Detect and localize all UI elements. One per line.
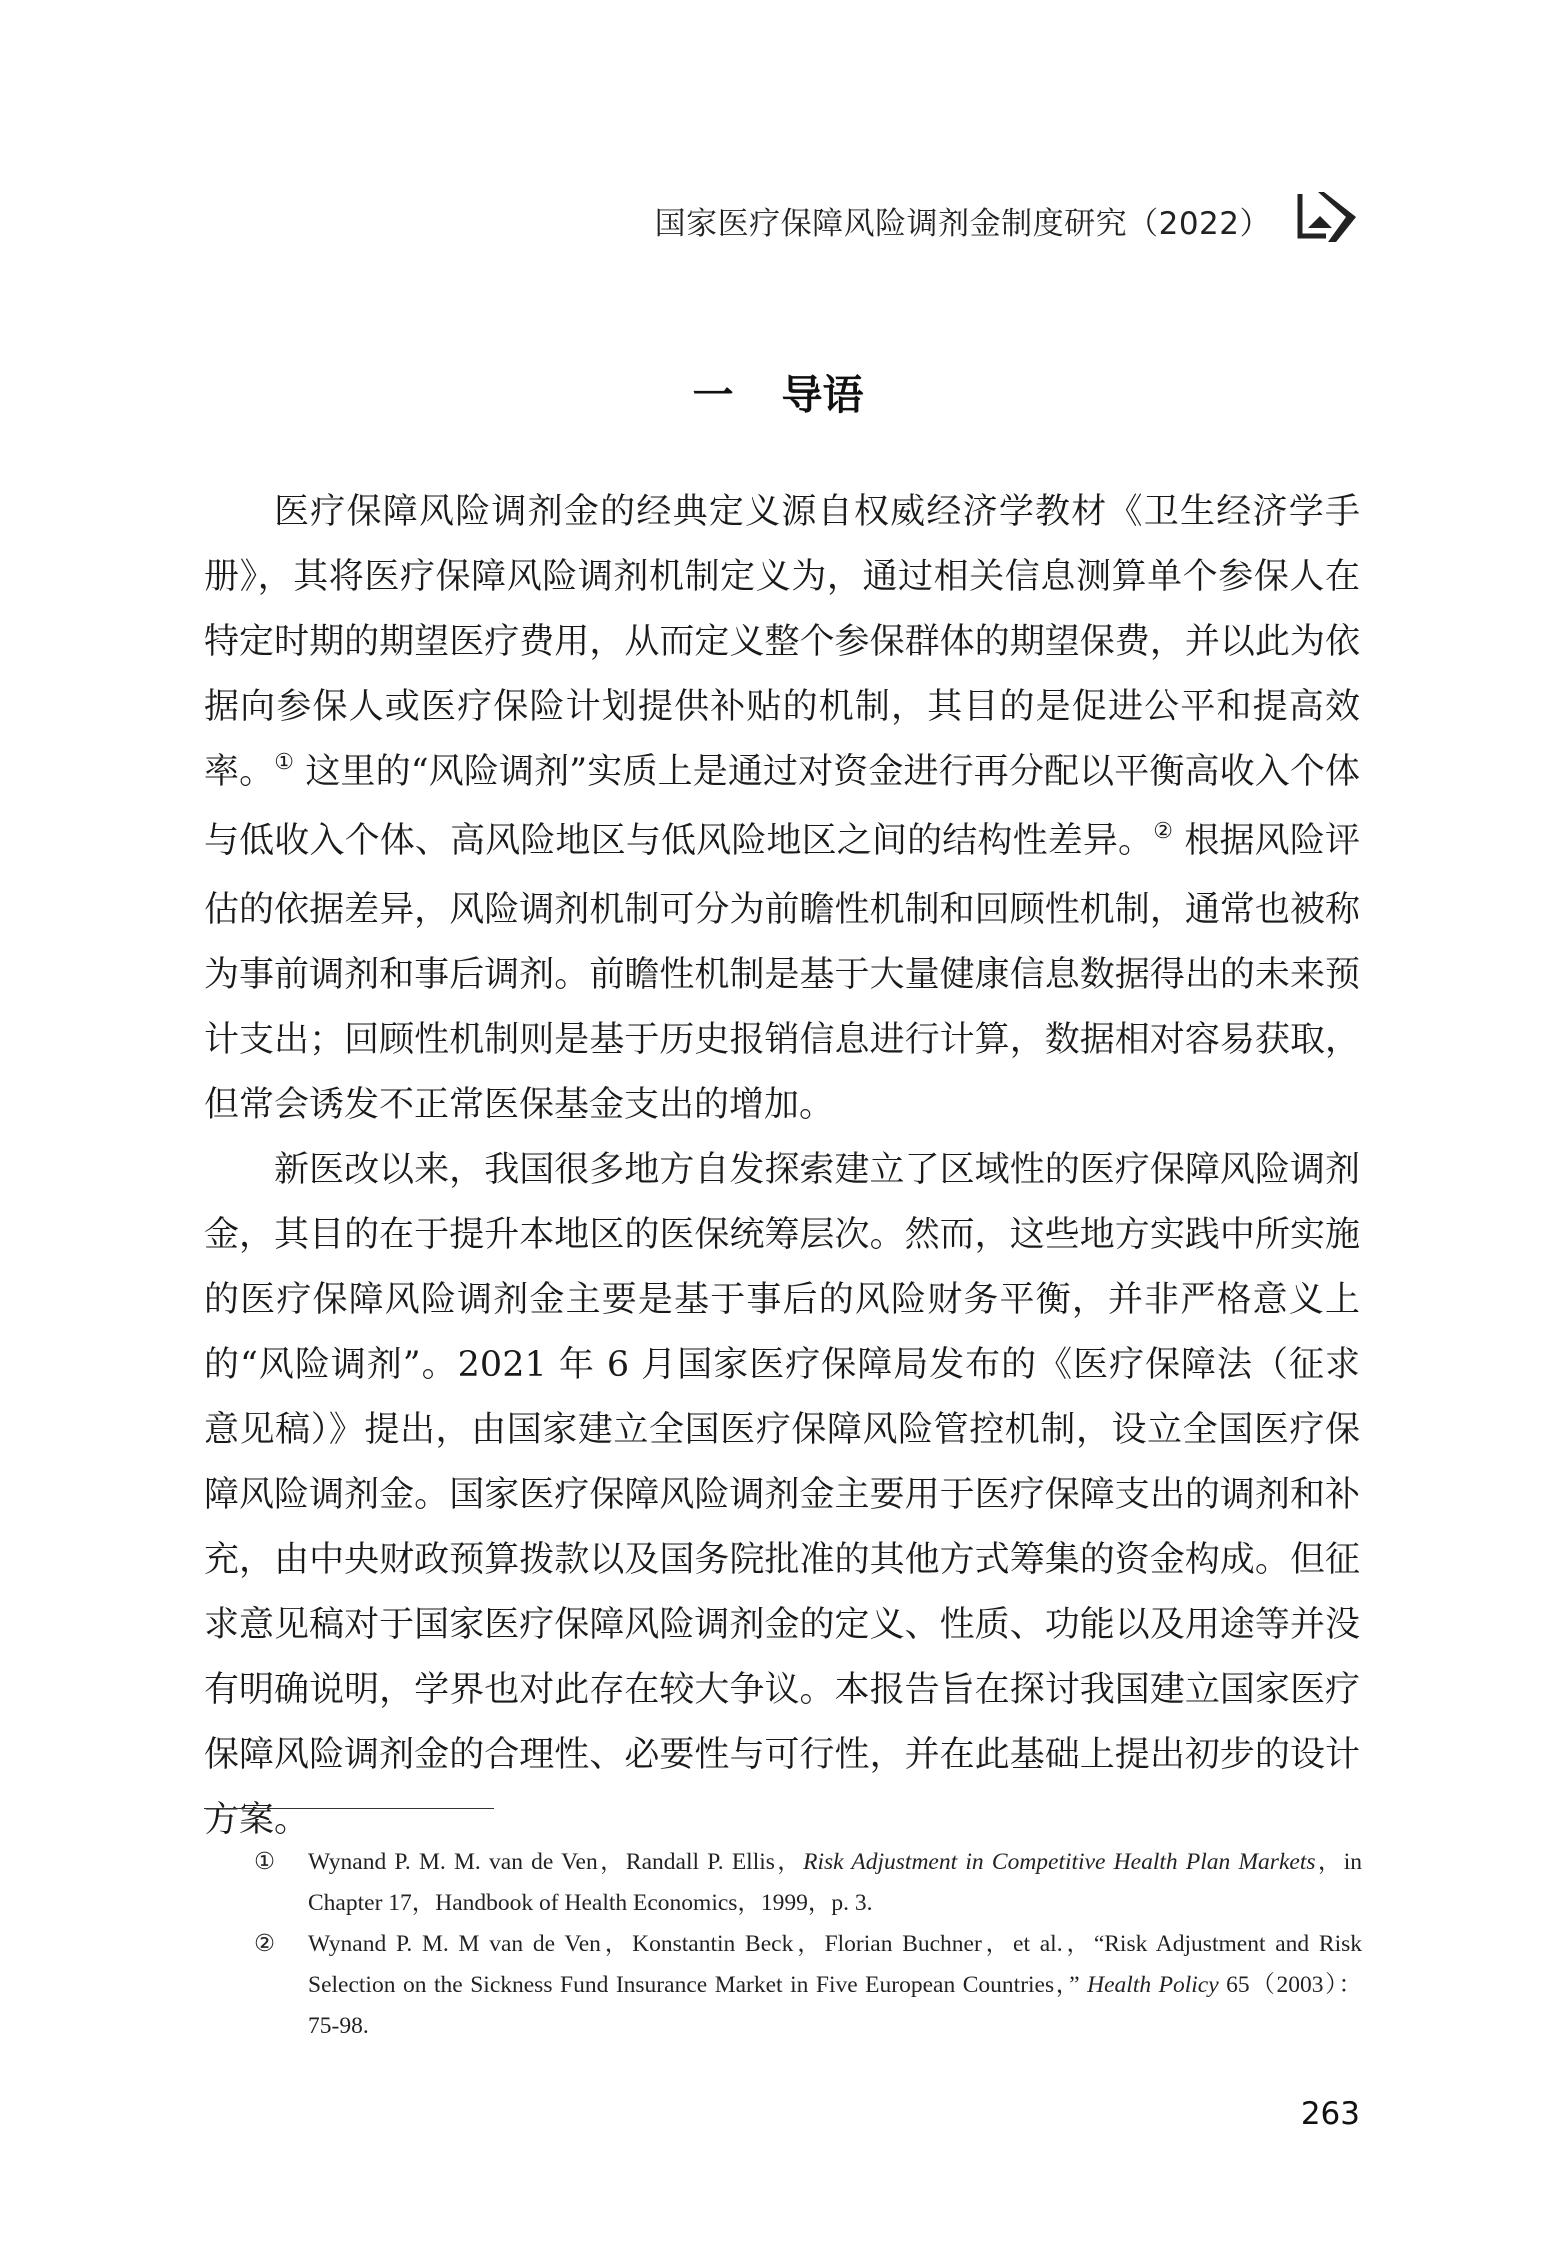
chevron-bookmark-icon [1296, 188, 1364, 246]
footnote-2 [254, 1924, 1362, 2047]
footnote-divider [204, 1808, 494, 1809]
footnote-ref-2[interactable]: ② [1153, 819, 1174, 844]
section-title [0, 362, 1556, 421]
footnote-2-rest: 65（2003）：75-98. [308, 1972, 1363, 2039]
footnote-2-title: Health Policy [1087, 1972, 1219, 1998]
footnote-2-authors: Wynand P. M. M van de Ven，Konstantin Beck，Florian Buchner，et al.，“Risk Adjustment and Risk Selection on the Sickness Fund Insurance Market in Five European Countries，” [308, 1931, 1362, 1998]
footnote-1-rest: ，in Chapter 17，Handbook of Health Economics，1999，p. 3. [308, 1849, 1362, 1916]
running-header: 国家医疗保障风险调剂金制度研究（2022） [654, 206, 1271, 242]
body-text [204, 480, 1360, 1853]
footnotes [254, 1842, 1362, 2047]
paragraph-1-part3: 根据风险评估的依据差异，风险调剂机制可分为前瞻性机制和回顾性机制，通常也被称为事前调剂和事后调剂。前瞻性机制是基于大量健康信息数据得出的未来预计支出；回顾性机制则是基于历史报销信息进行计算，数据相对容易获取，但常会诱发不正常医保基金支出的增加。 [204, 821, 1360, 1125]
page-number: 263 [1300, 2096, 1360, 2132]
section-heading: 导语 [781, 371, 864, 419]
footnote-1-authors: Wynand P. M. M. van de Ven，Randall P. Ellis， [308, 1849, 804, 1875]
paragraph-2: 新医改以来，我国很多地方自发探索建立了区域性的医疗保障风险调剂金，其目的在于提升本地区的医保统筹层次。然而，这些地方实践中所实施的医疗保障风险调剂金主要是基于事后的风险财务平衡，并非严格意义上的“风险调剂”。2021 年 6 月国家医疗保障局发布的《医疗保障法（征求意见稿）》提出，由国家建立全国医疗保障风险管控机制，设立全国医疗保障风险调剂金。国家医疗保障风险调剂金主要用于医疗保障支出的调剂和补充，由中央财政预算拨款以及国务院批准的其他方式筹集的资金构成。但征求意见稿对于国家医疗保障风险调剂金的定义、性质、功能以及用途等并没有明确说明，学界也对此存在较大争议。本报告旨在探讨我国建立国家医疗保障风险调剂金的合理性、必要性与可行性，并在此基础上提出初步的设计方案。 [204, 1150, 1360, 1840]
paragraph-1-part2: 这里的“风险调剂”实质上是通过对资金进行再分配以平衡高收入个体与低收入个体、高风险地区与低风险地区之间的结构性差异。 [204, 752, 1360, 861]
paragraph-1-part1: 医疗保障风险调剂金的经典定义源自权威经济学教材《卫生经济学手册》，其将医疗保障风险调剂机制定义为，通过相关信息测算单个参保人在特定时期的期望医疗费用，从而定义整个参保群体的期望保费，并以此为依据向参保人或医疗保险计划提供补贴的机制，其目的是促进公平和提高效率。 [204, 492, 1360, 792]
footnote-1-title: Risk Adjustment in Competitive Health Plan Markets [803, 1849, 1316, 1875]
footnote-1 [254, 1842, 1362, 1924]
footnote-1-number: ① [254, 1849, 276, 1875]
paragraph-1 [204, 480, 1360, 1138]
footnote-ref-1[interactable]: ① [274, 750, 295, 775]
footnote-2-number: ② [254, 1931, 276, 1957]
section-number: 一 [692, 371, 734, 419]
